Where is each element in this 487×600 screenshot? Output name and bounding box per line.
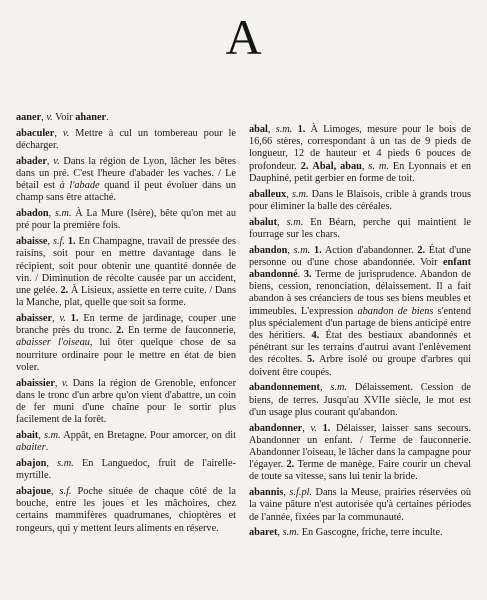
definition-text: , bbox=[283, 487, 290, 499]
definition-text: , bbox=[47, 236, 53, 248]
definition-text: , bbox=[286, 188, 292, 200]
definition-text: , bbox=[277, 527, 283, 539]
definition-text: Délaisser, laisser sans secours. Abandonner un enfant. / Terme de fauconnerie. Abandonner l'oiseau, le lâcher dans la campagne pour l'égayer. bbox=[249, 422, 472, 471]
dictionary-entry-abaisser bbox=[16, 313, 236, 374]
dictionary-entry-abaculer bbox=[16, 128, 236, 152]
dictionary-entry-abaissier bbox=[16, 378, 236, 427]
dictionary-entry-abait bbox=[16, 430, 236, 454]
grammar-note: abandon de biens bbox=[357, 305, 434, 317]
emphasis-bold: 1. bbox=[70, 313, 79, 325]
definition-text: Dans la Meuse, prairies réservées où la vaine pâture n'est autorisée qu'à certaines périodes de l'année, fixées par la communauté. bbox=[249, 487, 471, 523]
definition-text: , bbox=[50, 486, 60, 498]
definition-text: , bbox=[302, 422, 311, 434]
definition-text: Dans la région de Grenoble, enfoncer dans le tronc d'un arbre qu'on vient d'abattre, un coin de fer muni d'une chaîne pour le sortir plus facilement de la forêt. bbox=[16, 377, 236, 426]
grammar-note: s.m. bbox=[57, 458, 74, 470]
definition-text: , bbox=[46, 458, 58, 470]
emphasis-bold: 2. bbox=[417, 244, 426, 256]
emphasis-bold: Abal, abau bbox=[312, 160, 362, 172]
definition-text: En terme de jardinage, couper une branche près du tronc. bbox=[16, 313, 236, 337]
definition-text: Mettre à cul un tombereau pour le décharger. bbox=[16, 127, 236, 151]
definition-text: En Champagne, travail de pressée des raisins, soit pour en mettre davantage dans le récipient, soit pour obtenir une quantité donnée de vin. / Diminution de récolte causée par un accident, une gelée. bbox=[16, 236, 237, 297]
grammar-note: s.m. bbox=[291, 188, 309, 200]
dictionary-entry-abandonner bbox=[249, 423, 471, 484]
definition-text: , bbox=[287, 244, 294, 256]
definition-text: État des bestiaux abandonnés et pénétrant sur les terrains d'autrui avant l'enlèvement des récoltes. bbox=[249, 330, 471, 366]
headword: abal bbox=[249, 124, 268, 135]
definition-text: , bbox=[48, 208, 55, 220]
emphasis-bold: ahaner bbox=[75, 112, 107, 123]
grammar-note: s.f.pl. bbox=[289, 487, 313, 499]
definition-text: , bbox=[54, 127, 63, 139]
left-column bbox=[16, 112, 236, 538]
definition-text: . bbox=[106, 112, 109, 123]
definition-text: En terme de fauconnerie, bbox=[123, 325, 236, 337]
grammar-note: v. bbox=[46, 112, 53, 123]
definition-text: , bbox=[361, 160, 369, 172]
grammar-note: abaisser l'oiseau bbox=[16, 337, 90, 349]
definition-text: À Lisieux, assiette en terre cuite. / Dans la Manche, plat, quelle que soit sa forme. bbox=[16, 285, 237, 309]
headword: abaisser bbox=[16, 313, 53, 325]
definition-text: , bbox=[38, 430, 45, 442]
definition-text: Dans le Blaisois, crible à grands trous pour éliminer la balle des céréales. bbox=[249, 188, 471, 212]
dictionary-entry-abaret bbox=[249, 527, 471, 539]
grammar-note: v. bbox=[62, 127, 70, 139]
grammar-note: s.m. bbox=[44, 430, 61, 442]
dictionary-entry-abal bbox=[249, 124, 471, 185]
definition-text: , bbox=[54, 377, 62, 389]
definition-text: Poche située de chaque côté de la bouche, entre les joues et les mâchoires, chez certains mammifères quadrumanes, chioptères et rongeurs, qui y mettent leurs aliments en réserve. bbox=[16, 486, 236, 534]
grammar-note: s.f. bbox=[59, 486, 72, 498]
dictionary-entry-abader bbox=[16, 156, 236, 205]
dictionary-entry-abannis bbox=[249, 487, 471, 524]
definition-text: , bbox=[319, 382, 331, 394]
definition-text: , bbox=[267, 124, 276, 135]
right-column bbox=[249, 124, 471, 543]
headword: abaret bbox=[249, 527, 278, 539]
emphasis-bold: 1. bbox=[322, 422, 331, 434]
dictionary-entry-abalut bbox=[249, 217, 471, 241]
definition-text: , bbox=[277, 216, 287, 228]
emphasis-bold: enfant abandonné bbox=[249, 256, 471, 281]
definition-text: Terme de manège. Faire courir un cheval de toute sa vitesse, sans lui tenir la bride. bbox=[249, 459, 472, 483]
emphasis-bold: 1. bbox=[297, 124, 306, 135]
definition-text: , lui ôter quelque chose de sa nourriture ordinaire pour le mettre en état de bien voler. bbox=[16, 337, 237, 373]
definition-text: . bbox=[45, 442, 49, 454]
dictionary-entry-abaisse bbox=[16, 236, 236, 309]
headword: abaculer bbox=[16, 127, 55, 139]
headword: abaissier bbox=[16, 377, 55, 389]
emphasis-bold: 4. bbox=[311, 330, 320, 342]
grammar-note: s.m. bbox=[282, 527, 300, 539]
definition-text: , bbox=[46, 155, 54, 167]
grammar-note: s. m. bbox=[368, 160, 389, 172]
headword: abandon bbox=[249, 244, 288, 256]
dictionary-entry-aaner bbox=[16, 112, 236, 124]
dictionary-entry-abandon bbox=[249, 245, 471, 379]
emphasis-bold: 1. bbox=[313, 244, 322, 256]
grammar-note: s.m. bbox=[54, 208, 72, 220]
headword: abannis bbox=[249, 487, 284, 499]
headword: abandonnement bbox=[249, 382, 320, 394]
dictionary-entry-abadon bbox=[16, 208, 236, 232]
grammar-note: v. bbox=[53, 155, 60, 167]
dictionary-entry-abandonnement bbox=[249, 382, 471, 419]
grammar-note: s.f. bbox=[52, 236, 65, 248]
definition-text: quand il peut évoluer dans un champ sans être attaché. bbox=[16, 180, 236, 204]
grammar-note: s.m. bbox=[286, 216, 304, 228]
definition-text: Arbre isolé ou groupe d'arbres qui doivent être coupés. bbox=[249, 354, 471, 378]
definition-text: Délaissement. Cession de biens, de terres. Jusqu'au XVIIe siècle, le mot est d'un usage plus courant qu'abandon. bbox=[249, 382, 471, 418]
definition-text: Appât, en Bretagne. Pour amorcer, on dit bbox=[60, 430, 236, 442]
definition-text: À Limoges, mesure pour le bois de 16,66 stères, correspondant à un tas de 9 pieds de longueur, 12 de hauteur et 4 pieds 6 pouces de profondeur. bbox=[249, 124, 471, 172]
grammar-note: à l'abade bbox=[59, 180, 100, 192]
definition-text: En Gascogne, friche, terre inculte. bbox=[299, 527, 443, 539]
headword: abadon bbox=[16, 208, 49, 220]
headword: abajoue bbox=[16, 486, 51, 498]
grammar-note: v. bbox=[61, 377, 69, 389]
definition-text: Voir bbox=[52, 112, 76, 123]
emphasis-bold: 1. bbox=[67, 236, 76, 248]
emphasis-bold: 2. bbox=[286, 459, 295, 471]
emphasis-bold: 3. bbox=[303, 269, 312, 281]
definition-text: À La Mure (Isère), bête qu'on met au pré pour la première fois. bbox=[16, 208, 237, 232]
definition-text: En Béarn, perche qui maintient le fourrage sur les chars. bbox=[249, 216, 471, 240]
headword: abalut bbox=[249, 216, 278, 228]
headword: abajon bbox=[16, 458, 47, 470]
grammar-note: s.m. bbox=[275, 124, 293, 135]
definition-text: . bbox=[297, 269, 304, 281]
grammar-note: abaiter bbox=[16, 442, 46, 454]
emphasis-bold: 2. bbox=[116, 325, 124, 337]
headword: abaisse bbox=[16, 236, 48, 248]
headword: aballeux bbox=[249, 188, 287, 200]
grammar-note: s.m. bbox=[330, 382, 347, 394]
section-letter-heading: A bbox=[225, 9, 262, 65]
dictionary-entry-aballeux bbox=[249, 189, 471, 213]
dictionary-entry-abajon bbox=[16, 458, 236, 482]
grammar-note: s.m. bbox=[293, 244, 311, 256]
grammar-note: v. bbox=[59, 313, 66, 325]
definition-text: Terme de jurisprudence. Abandon de biens, cession, renonciation, délaissement. Il a fait abandon à ses créanciers de tous ses biens meubles et immeubles. L'expression bbox=[249, 269, 471, 317]
definition-text: État d'une personne ou d'une chose abandonnée. Voir bbox=[249, 244, 471, 268]
emphasis-bold: 5. bbox=[307, 354, 315, 366]
headword: abandonner bbox=[249, 422, 303, 434]
grammar-note: v. bbox=[310, 422, 317, 434]
definition-text: , bbox=[52, 313, 60, 325]
definition-text: Action d'abandonner. bbox=[321, 244, 418, 256]
definition-text: , bbox=[41, 112, 47, 123]
definition-text: Dans la région de Lyon, lâcher les bêtes dans un pré. C'est l'heure d'abader les vaches. / Le bétail est bbox=[16, 155, 236, 192]
emphasis-bold: 2. bbox=[300, 160, 309, 172]
emphasis-bold: 2. bbox=[60, 285, 69, 297]
definition-text: En Languedoc, fruit de l'airelle-myrtille. bbox=[16, 458, 236, 482]
definition-text: En Lyonnais et en Dauphiné, petit gerbier en forme de toit. bbox=[249, 160, 472, 184]
dictionary-entry-abajoue bbox=[16, 486, 236, 535]
definition-text: s'entend plus spécialement d'un partage de biens anticipé entre des héritiers. bbox=[249, 305, 471, 342]
headword: abader bbox=[16, 155, 47, 167]
headword: aaner bbox=[16, 112, 42, 123]
headword: abait bbox=[16, 430, 39, 442]
